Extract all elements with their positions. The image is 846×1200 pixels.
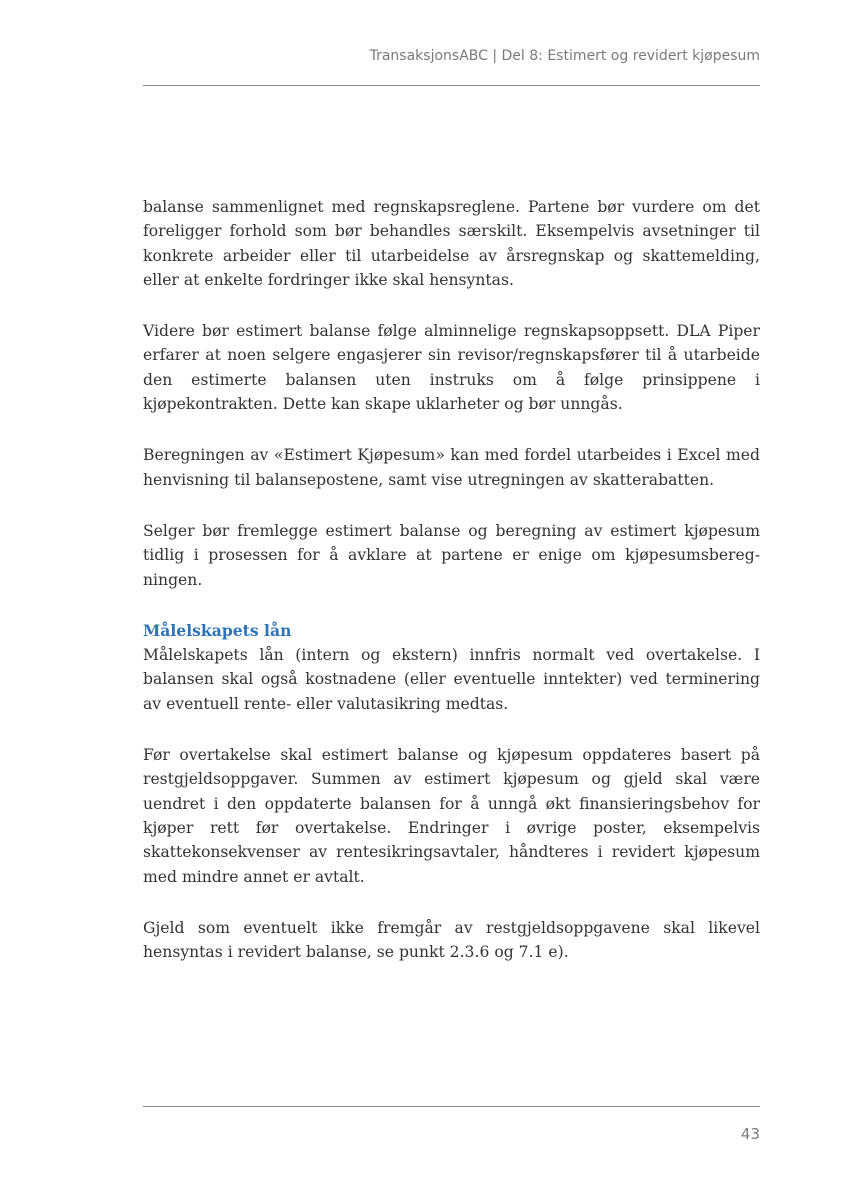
paragraph-7: Gjeld som eventuelt ikke fremgår av restgjeldsoppgavene skal likevel hensyntas i revidert balanse, se punkt 2.3.6 og 7.1 e). [143, 918, 760, 962]
section-heading: Målelskapets lån [143, 620, 292, 640]
paragraph-4: Selger bør fremlegge estimert balanse og beregning av estimert kjøpesum tidlig i prosessen for å avklare at partene er enige om kjøpesumsberegningen. [143, 521, 760, 589]
paragraph-5: Målelskapets lån (intern og ekstern) innfris normalt ved overtakelse. I balansen skal også kostnadene (eller eventuelle inntekter) ved terminering av eventuell rente- eller valutasikring medtas. [143, 646, 760, 713]
paragraph-1: balanse sammenlignet med regnskapsreglene. Partene bør vurdere om det foreligger forhold som bør behandles særskilt. Eksempelvis avsetninger til konkrete arbeider eller til utarbeidelse av årsregnskap og skattemelding, eller at enkelte fordringer ikke skal hensyntas. [143, 198, 760, 289]
paragraph-2: Videre bør estimert balanse følge alminnelige regnskapsoppsett. DLA Piper erfarer at noen selgere engasjerer sin revisor/regnskapsfører til å utarbeide den estimerte balansen uten instruks om å følge prinsippene i kjøpekontrakten. Dette kan skape uklarheter og bør unngås. [143, 322, 760, 414]
footer-rule [143, 1106, 760, 1107]
paragraph-3: Beregningen av «Estimert Kjøpesum» kan med fordel utarbeides i Excel med henvisning til balansepostene, samt vise utregningen av skatterabatten. [143, 446, 760, 489]
running-header: TransaksjonsABC | Del 8: Estimert og revidert kjøpesum [369, 48, 760, 64]
body-text [143, 195, 760, 991]
paragraph-6: Før overtakelse skal estimert balanse og kjøpesum oppdateres basert på restgjeldsoppgaver. Summen av estimert kjøpesum og gjeld skal være uendret i den oppdaterte balansen for å unngå økt finansieringsbehov for kjøper rett før overtakelse. Endringer i øvrige poster, eksempelvis skattekonsekvenser av rentesikringsavtaler, håndteres i revidert kjøpesum med mindre annet er avtalt. [143, 746, 760, 886]
page-number: 43 [740, 1125, 760, 1143]
header-rule [143, 85, 760, 86]
